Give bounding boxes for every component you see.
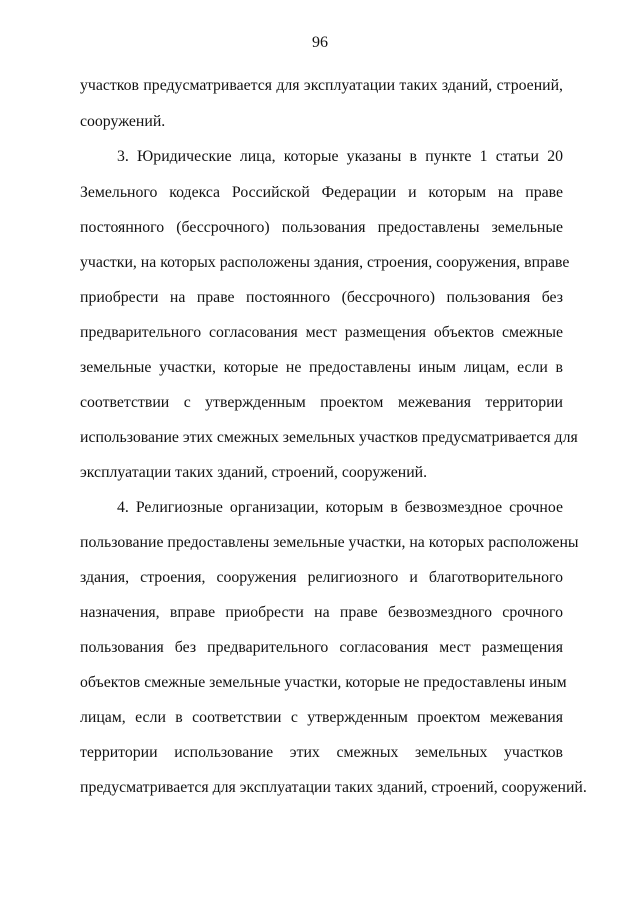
- paragraph-3-line-6: объектов смежные земельные участки, которые не предоставлены иным: [80, 674, 567, 691]
- paragraph-1-line-2: сооружений.: [80, 113, 166, 130]
- paragraph-3-line-1: 4. Религиозные организации, которым в безвозмездное срочное: [117, 499, 563, 516]
- paragraph-2-line-2: Земельного кодекса Российской Федерации и которым на праве: [80, 184, 563, 201]
- paragraph-2-line-8: соответствии с утвержденным проектом межевания территории: [80, 394, 563, 411]
- paragraph-2-line-1: 3. Юридические лица, которые указаны в пункте 1 статьи 20: [117, 148, 563, 165]
- paragraph-3-line-4: назначения, вправе приобрести на праве безвозмездного срочного: [80, 604, 563, 621]
- paragraph-2-line-4: участки, на которых расположены здания, строения, сооружения, вправе: [80, 254, 570, 271]
- paragraph-2-line-7: земельные участки, которые не предоставлены иным лицам, если в: [80, 359, 563, 376]
- page-number: 96: [312, 34, 328, 51]
- paragraph-2-line-10: эксплуатации таких зданий, строений, сооружений.: [80, 464, 428, 481]
- paragraph-3-line-5: пользования без предварительного согласования мест размещения: [80, 639, 563, 656]
- paragraph-2-line-3: постоянного (бессрочного) пользования предоставлены земельные: [80, 219, 563, 236]
- paragraph-3-line-2: пользование предоставлены земельные участки, на которых расположены: [80, 534, 579, 551]
- paragraph-2-line-5: приобрести на праве постоянного (бессрочного) пользования без: [80, 289, 563, 306]
- paragraph-1-line-1: участков предусматривается для эксплуатации таких зданий, строений,: [80, 77, 563, 94]
- paragraph-3-line-3: здания, строения, сооружения религиозного и благотворительного: [80, 569, 563, 586]
- paragraph-2-line-6: предварительного согласования мест размещения объектов смежные: [80, 324, 563, 341]
- paragraph-3-line-9: предусматривается для эксплуатации таких зданий, строений, сооружений.: [80, 779, 587, 796]
- paragraph-3-line-8: территории использование этих смежных земельных участков: [80, 744, 563, 761]
- paragraph-2-line-9: использование этих смежных земельных участков предусматривается для: [80, 429, 578, 446]
- paragraph-3-line-7: лицам, если в соответствии с утвержденным проектом межевания: [80, 709, 563, 726]
